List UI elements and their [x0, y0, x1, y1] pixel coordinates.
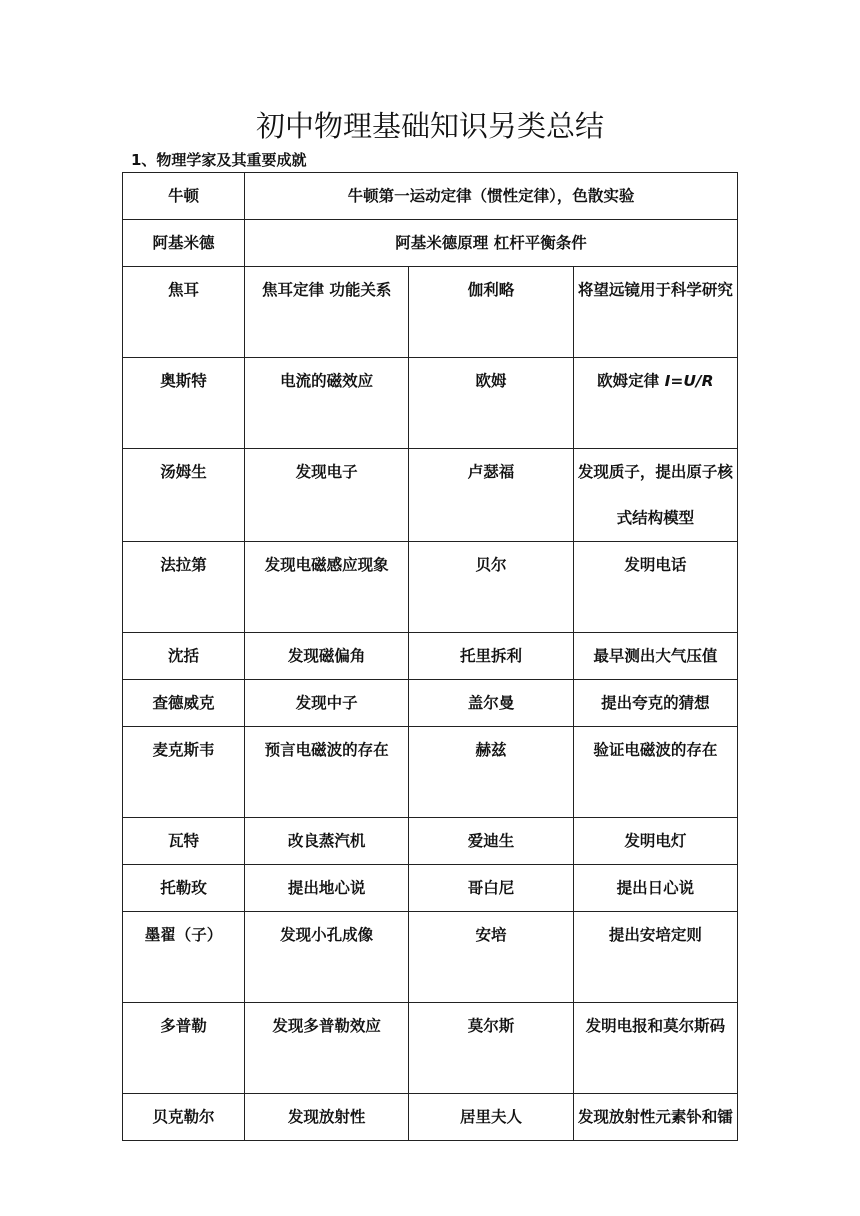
physicist-name: 哥白尼 — [409, 865, 573, 912]
physicist-name: 盖尔曼 — [409, 680, 573, 727]
achievement: 焦耳定律 功能关系 — [245, 267, 409, 358]
table-row — [123, 1003, 738, 1094]
achievement: 改良蒸汽机 — [245, 818, 409, 865]
achievement: 发明电灯 — [573, 818, 737, 865]
achievement: 电流的磁效应 — [245, 358, 409, 449]
achievement: 将望远镜用于科学研究 — [573, 267, 737, 358]
achievement: 最早测出大气压值 — [573, 633, 737, 680]
achievement: 发现磁偏角 — [245, 633, 409, 680]
table-row — [123, 727, 738, 818]
physicist-name: 莫尔斯 — [409, 1003, 573, 1094]
physicist-name: 贝尔 — [409, 542, 573, 633]
table-row — [123, 542, 738, 633]
table-row — [123, 173, 738, 220]
achievement: 提出地心说 — [245, 865, 409, 912]
physicist-name: 安培 — [409, 912, 573, 1003]
physicist-name: 查德威克 — [123, 680, 245, 727]
physicist-name: 多普勒 — [123, 1003, 245, 1094]
achievement: 发现质子，提出原子核式结构模型 — [573, 449, 737, 542]
table-row — [123, 633, 738, 680]
achievement: 验证电磁波的存在 — [573, 727, 737, 818]
physicist-name: 奥斯特 — [123, 358, 245, 449]
table-row — [123, 449, 738, 542]
achievement: 提出安培定则 — [573, 912, 737, 1003]
table-row — [123, 1094, 738, 1141]
achievement: 牛顿第一运动定律（惯性定律），色散实验 — [245, 173, 738, 220]
physicist-name: 麦克斯韦 — [123, 727, 245, 818]
achievement: 提出夸克的猜想 — [573, 680, 737, 727]
physicist-name: 牛顿 — [123, 173, 245, 220]
achievement: 发明电报和莫尔斯码 — [573, 1003, 737, 1094]
table-row — [123, 680, 738, 727]
physicist-name: 居里夫人 — [409, 1094, 573, 1141]
table-row — [123, 267, 738, 358]
physicist-name: 伽利略 — [409, 267, 573, 358]
achievement-cell — [573, 358, 737, 449]
physicist-name: 托里拆利 — [409, 633, 573, 680]
achievement: 预言电磁波的存在 — [245, 727, 409, 818]
physicist-name: 沈括 — [123, 633, 245, 680]
section-heading: 1、物理学家及其重要成就 — [131, 151, 307, 169]
table-row — [123, 865, 738, 912]
achievement: 发现放射性元素钋和镭 — [573, 1094, 737, 1141]
physicists-table — [122, 172, 738, 1141]
achievement: 欧姆定律 — [597, 372, 660, 390]
physicist-name: 瓦特 — [123, 818, 245, 865]
achievement: 阿基米德原理 杠杆平衡条件 — [245, 220, 738, 267]
table-row — [123, 818, 738, 865]
table-row — [123, 912, 738, 1003]
physicist-name: 墨翟（子） — [123, 912, 245, 1003]
physicist-name: 赫兹 — [409, 727, 573, 818]
physicist-name: 爱迪生 — [409, 818, 573, 865]
physicist-name: 阿基米德 — [123, 220, 245, 267]
achievement: 发现放射性 — [245, 1094, 409, 1141]
physicist-name: 焦耳 — [123, 267, 245, 358]
achievement: 发现电子 — [245, 449, 409, 542]
table-row — [123, 358, 738, 449]
achievement: 发现中子 — [245, 680, 409, 727]
achievement: 发明电话 — [573, 542, 737, 633]
physicist-name: 卢瑟福 — [409, 449, 573, 542]
physicist-name: 汤姆生 — [123, 449, 245, 542]
achievement: 提出日心说 — [573, 865, 737, 912]
achievement: 发现电磁感应现象 — [245, 542, 409, 633]
physicist-name: 法拉第 — [123, 542, 245, 633]
physicist-name: 欧姆 — [409, 358, 573, 449]
page-title: 初中物理基础知识另类总结 — [255, 109, 604, 143]
ohm-formula: I=U/R — [664, 372, 714, 390]
physicist-name: 托勒玫 — [123, 865, 245, 912]
achievement: 发现多普勒效应 — [245, 1003, 409, 1094]
physicist-name: 贝克勒尔 — [123, 1094, 245, 1141]
achievement: 发现小孔成像 — [245, 912, 409, 1003]
table-row — [123, 220, 738, 267]
